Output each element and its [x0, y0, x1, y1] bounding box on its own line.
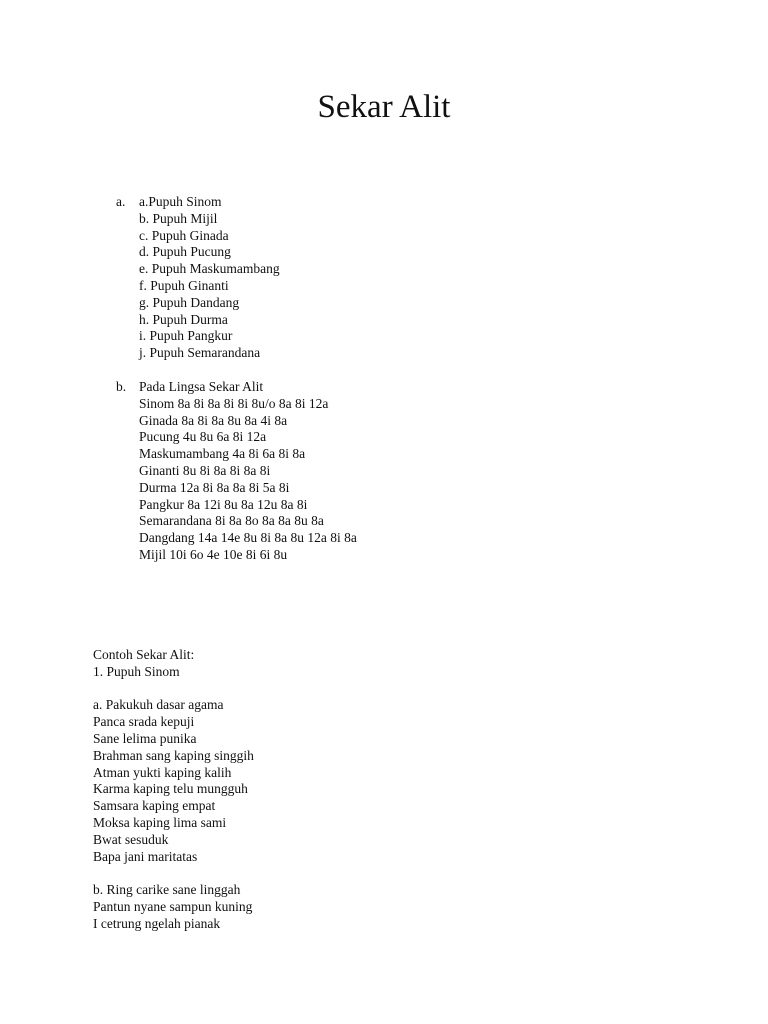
- list-item: Pangkur 8a 12i 8u 8a 12u 8a 8i: [139, 496, 308, 512]
- list-item: Mijil 10i 6o 4e 10e 8i 6i 8u: [139, 546, 288, 562]
- list-item: a.Pupuh Sinom: [139, 194, 222, 209]
- list-item: j. Pupuh Semarandana: [139, 345, 261, 361]
- verse-line: Bapa jani maritatas: [93, 848, 198, 864]
- list-heading: Pada Lingsa Sekar Alit: [139, 379, 264, 394]
- pada-lingsa-list: [116, 379, 357, 564]
- verse-line: Karma kaping telu mungguh: [93, 781, 248, 797]
- verse-line: b. Ring carike sane linggah: [93, 882, 241, 898]
- verse-line: Samsara kaping empat: [93, 798, 216, 814]
- spacer: [93, 681, 254, 698]
- list-item: Sinom 8a 8i 8a 8i 8i 8u/o 8a 8i 12a: [139, 395, 329, 411]
- section-heading: Contoh Sekar Alit:: [93, 647, 195, 662]
- list-item: Pucung 4u 8u 6a 8i 12a: [139, 429, 267, 445]
- page-title: Sekar Alit: [317, 89, 451, 125]
- pupuh-list: [116, 194, 280, 362]
- contoh-section: [93, 647, 254, 933]
- list-row-b: [116, 379, 357, 564]
- list-item: b. Pupuh Mijil: [139, 210, 218, 226]
- list-item: h. Pupuh Durma: [139, 311, 228, 327]
- verse-line: Sane lelima punika: [93, 730, 197, 746]
- verse-line: Panca srada kepuji: [93, 714, 195, 730]
- spacer: [93, 865, 254, 882]
- list-item: g. Pupuh Dandang: [139, 294, 240, 310]
- pada-lingsa-entries: [139, 379, 357, 564]
- verse-line: Bwat sesuduk: [93, 831, 169, 847]
- verse-line: Moksa kaping lima sami: [93, 814, 227, 830]
- list-item: Dangdang 14a 14e 8u 8i 8a 8u 12a 8i 8a: [139, 530, 357, 546]
- stanza-a: [93, 697, 254, 865]
- list-item: Semarandana 8i 8a 8o 8a 8a 8u 8a: [139, 513, 324, 529]
- verse-line: Pantun nyane sampun kuning: [93, 898, 253, 914]
- list-row-a: [116, 194, 280, 362]
- verse-line: a. Pakukuh dasar agama: [93, 697, 224, 713]
- list-marker-a: a.: [116, 194, 126, 209]
- verse-line: Atman yukti kaping kalih: [93, 764, 232, 780]
- list-item: i. Pupuh Pangkur: [139, 328, 233, 344]
- verse-line: I cetrung ngelah pianak: [93, 915, 221, 931]
- list-item: c. Pupuh Ginada: [139, 227, 229, 243]
- list-marker-b: b.: [116, 379, 127, 394]
- pupuh-names: [139, 194, 280, 362]
- list-item: Ginada 8a 8i 8a 8u 8a 4i 8a: [139, 412, 288, 428]
- section-subheading: 1. Pupuh Sinom: [93, 663, 180, 679]
- list-item: Ginanti 8u 8i 8a 8i 8a 8i: [139, 462, 271, 478]
- stanza-b: [93, 882, 254, 932]
- list-item: e. Pupuh Maskumambang: [139, 261, 280, 277]
- list-item: d. Pupuh Pucung: [139, 244, 231, 260]
- list-item: Durma 12a 8i 8a 8a 8i 5a 8i: [139, 479, 290, 495]
- list-item: Maskumambang 4a 8i 6a 8i 8a: [139, 446, 306, 462]
- list-item: f. Pupuh Ginanti: [139, 277, 229, 293]
- verse-line: Brahman sang kaping singgih: [93, 747, 254, 763]
